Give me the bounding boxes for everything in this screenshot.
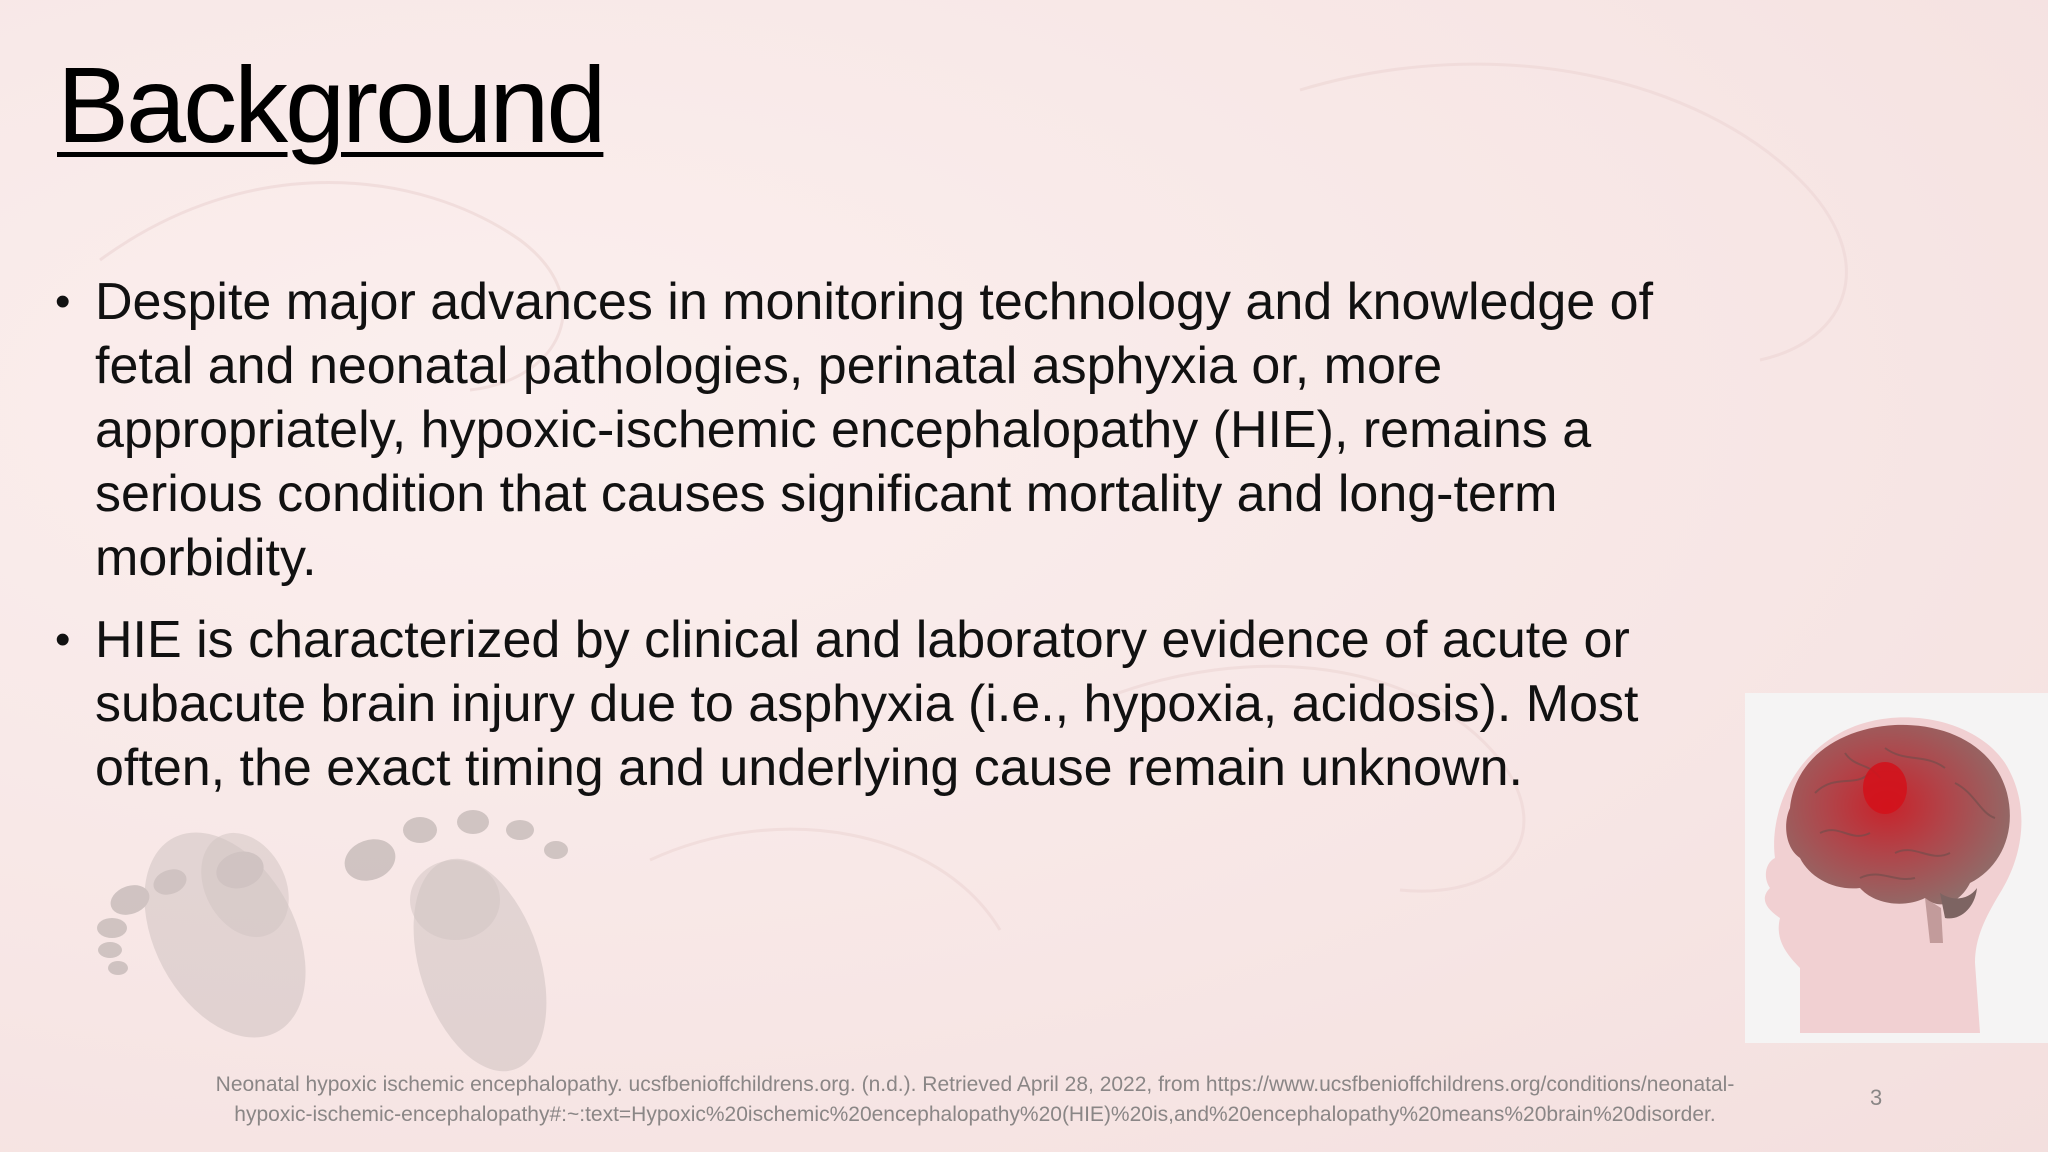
bullet-line: subacute brain injury due to asphyxia (i.e., hypoxia, acidosis). Most (95, 675, 1639, 733)
bullet-line: often, the exact timing and underlying cause remain unknown. (95, 739, 1523, 797)
brain-illustration (1745, 693, 2048, 1043)
bullet-line: appropriately, hypoxic-ischemic encephalopathy (HIE), remains a (95, 401, 1592, 459)
bullet-list (55, 270, 1795, 818)
bullet-marker: • (55, 277, 71, 326)
bullet-line: morbidity. (95, 529, 317, 587)
head-brain-icon (1745, 693, 2048, 1043)
bullet-line: HIE is characterized by clinical and laboratory evidence of acute or (95, 611, 1630, 669)
footprints-icon (97, 805, 571, 1088)
bullet-line: fetal and neonatal pathologies, perinatal asphyxia or, more (95, 337, 1443, 395)
citation-line: hypoxic-ischemic-encephalopathy#:~:text=Hypoxic%20ischemic%20encephalopathy%20(HIE)%20is,and%20encephalopathy%20means%20brain%20disorder. (234, 1103, 1716, 1126)
bullet-line: Despite major advances in monitoring technology and knowledge of (95, 273, 1654, 331)
bullet-marker: • (55, 615, 71, 664)
bullet-line: serious condition that causes significant mortality and long-term (95, 465, 1558, 523)
bullet-item (55, 270, 1795, 590)
citation-line: Neonatal hypoxic ischemic encephalopathy. ucsfbenioffchildrens.org. (n.d.). Retrieved April 28, 2022, from https://www.ucsfbenioffchildrens.org/conditions/neonatal- (215, 1073, 1735, 1096)
citation (95, 1070, 1855, 1130)
bullet-item (55, 608, 1795, 800)
slide-title: Background (57, 44, 604, 165)
slide-number: 3 (1870, 1085, 1883, 1110)
